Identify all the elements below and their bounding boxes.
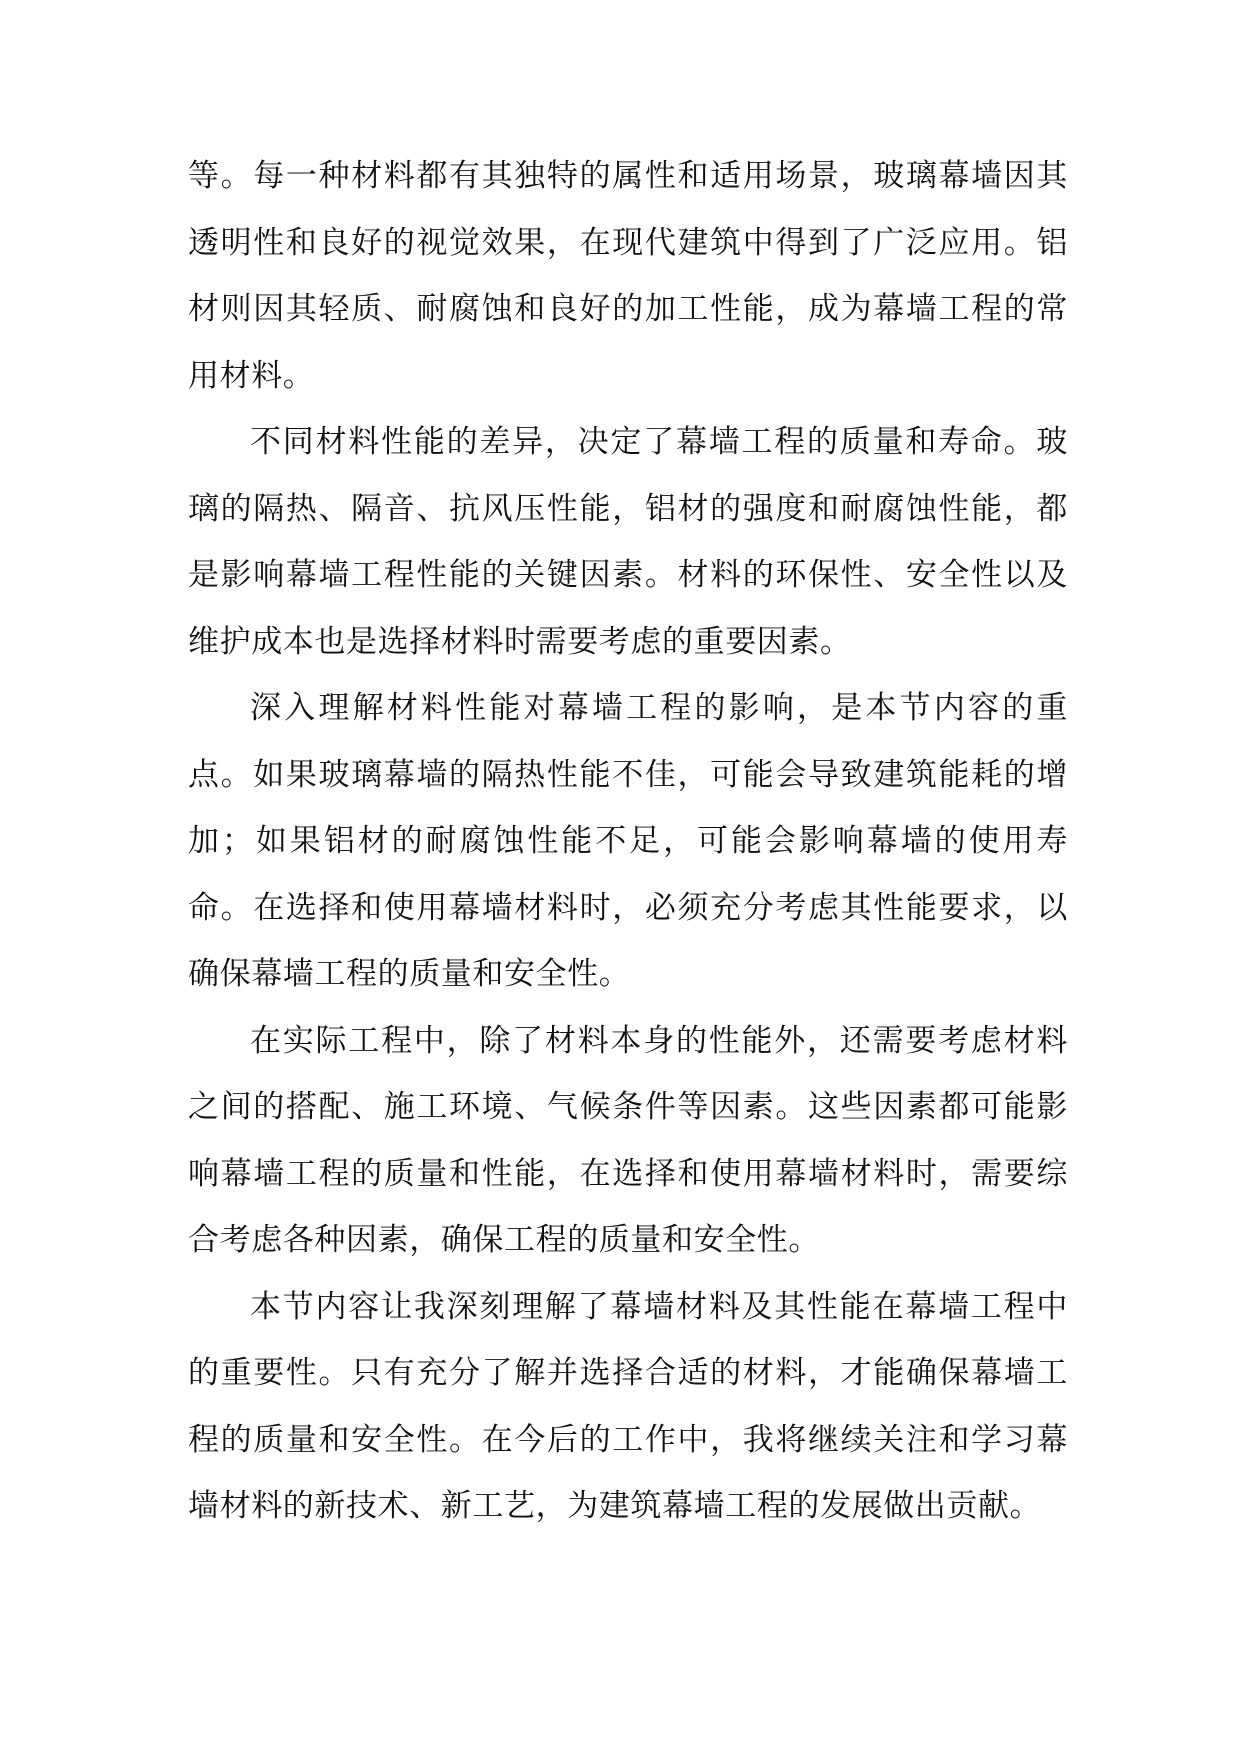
- document-body: [188, 143, 1068, 1540]
- paragraph-performance-impact: 深入理解材料性能对幕墙工程的影响，是本节内容的重点。如果玻璃幕墙的隔热性能不佳，可能会导致建筑能耗的增加；如果铝材的耐腐蚀性能不足，可能会影响幕墙的使用寿命。在选择和使用幕墙材料时，必须充分考虑其性能要求，以确保幕墙工程的质量和安全性。: [188, 690, 1068, 992]
- paragraph-material-differences: 不同材料性能的差异，决定了幕墙工程的质量和寿命。玻璃的隔热、隔音、抗风压性能，铝材的强度和耐腐蚀性能，都是影响幕墙工程性能的关键因素。材料的环保性、安全性以及维护成本也是选择材料时需要考虑的重要因素。: [188, 424, 1068, 660]
- paragraph-practical-factors: 在实际工程中，除了材料本身的性能外，还需要考虑材料之间的搭配、施工环境、气候条件等因素。这些因素都可能影响幕墙工程的质量和性能，在选择和使用幕墙材料时，需要综合考虑各种因素，确保工程的质量和安全性。: [188, 1022, 1068, 1258]
- paragraph-conclusion: 本节内容让我深刻理解了幕墙材料及其性能在幕墙工程中的重要性。只有充分了解并选择合适的材料，才能确保幕墙工程的质量和安全性。在今后的工作中，我将继续关注和学习幕墙材料的新技术、新工艺，为建筑幕墙工程的发展做出贡献。: [188, 1288, 1068, 1524]
- paragraph-continued: 等。每一种材料都有其独特的属性和适用场景，玻璃幕墙因其透明性和良好的视觉效果，在现代建筑中得到了广泛应用。铝材则因其轻质、耐腐蚀和良好的加工性能，成为幕墙工程的常用材料。: [188, 158, 1068, 394]
